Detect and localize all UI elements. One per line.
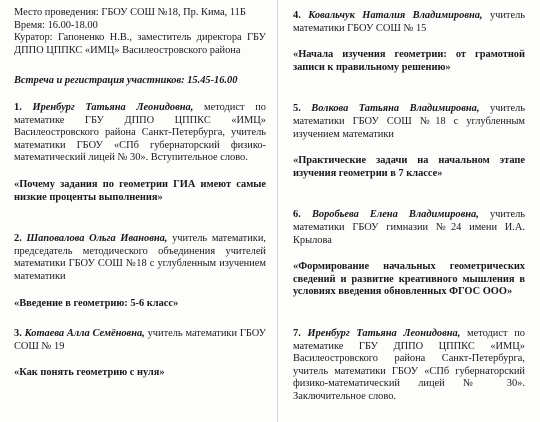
curator-line: Куратор: Гапоненко Н.В., заместитель директора ГБУ ДППО ЦППКС «ИМЦ» Василеостровского района — [14, 32, 266, 56]
speaker-4-number: 4. — [293, 10, 301, 21]
speaker-4-name: Ковальчук Наталия Владимировна, — [308, 10, 483, 21]
speaker-1-name: Иренбург Татьяна Леонидовна, — [32, 101, 194, 113]
speaker-5-entry — [293, 103, 525, 141]
registration-line: Встреча и регистрация участников: 15.45-16.00 — [14, 75, 238, 87]
speaker-6-role: учитель математики ГБОУ гимназии №24 имени И.А. Крылова — [293, 209, 525, 246]
right-column — [293, 10, 525, 403]
speaker-1-topic: «Почему задания по геометрии ГИА имеют самые низкие проценты выполнения» — [14, 178, 266, 203]
speaker-2-role: учитель математики, председатель методического объединения учителей математики ГБОУ СОШ №18 с углубленным изучением математики — [14, 233, 266, 282]
speaker-7-name: Иренбург Татьяна Леонидовна, — [307, 327, 461, 339]
speaker-2-name: Шаповалова Ольга Ивановна, — [26, 233, 168, 245]
speaker-1-role: методист по математике ГБУ ДППО ЦППКС «ИМЦ» Василеостровского района Санкт-Петербурга, учитель математики ГБОУ «СПб губернаторский физико-математический лицей № 30». Вступительное слово. — [14, 101, 266, 164]
speaker-5-number: 5. — [293, 103, 301, 115]
left-column — [14, 7, 266, 380]
speaker-2-entry — [14, 233, 266, 283]
speaker-4-topic: «Начала изучения геометрии: от грамотной записи к правильному решению» — [293, 49, 525, 73]
speaker-7-role: методист по математике ГБУ ДППО ЦППКС «ИМЦ» Василеостровского района Санкт-Петербурга, учитель математики ГБОУ «СПб губернаторский физико-математический лицей № 30». Заключительное слово. — [293, 327, 525, 402]
speaker-7-number: 7. — [293, 327, 301, 339]
speaker-3-name: Котаева Алла Семёновна, — [24, 328, 145, 340]
speaker-3-topic: «Как понять геометрию с нуля» — [14, 367, 165, 379]
venue-line: Место проведения: ГБОУ СОШ №18, Пр. Кима, 11Б — [14, 7, 246, 18]
speaker-3-number: 3. — [14, 328, 22, 340]
speaker-5-topic: «Практические задачи на начальном этапе изучения геометрии в 7 классе» — [293, 155, 525, 179]
speaker-1-entry — [14, 102, 266, 165]
speaker-3-role: учитель математики ГБОУ СОШ № 19 — [14, 328, 266, 352]
speaker-7-entry — [293, 328, 525, 404]
speaker-1-number: 1. — [14, 101, 22, 113]
speaker-4-entry — [293, 10, 525, 35]
speaker-5-name: Волкова Татьяна Владимировна, — [311, 103, 480, 115]
speaker-3-entry — [14, 328, 266, 353]
speaker-6-entry — [293, 209, 525, 247]
speaker-5-role: учитель математики ГБОУ СОШ №18 с углубленным изучением математики — [293, 103, 525, 140]
speaker-6-topic: «Формирование начальных геометрических сведений и развитие креативного мышления в условиях введения обновленных ФГОС ООО» — [293, 261, 525, 298]
time-line: Время: 16.00-18.00 — [14, 19, 98, 31]
speaker-2-number: 2. — [14, 233, 22, 245]
speaker-2-topic: «Введение в геометрию: 5-6 класс» — [14, 297, 179, 309]
speaker-6-number: 6. — [293, 209, 301, 221]
speaker-6-name: Воробьева Елена Владимировна, — [311, 209, 479, 221]
column-divider — [277, 0, 278, 422]
speaker-4-role: учитель математики ГБОУ СОШ № 15 — [293, 10, 526, 34]
